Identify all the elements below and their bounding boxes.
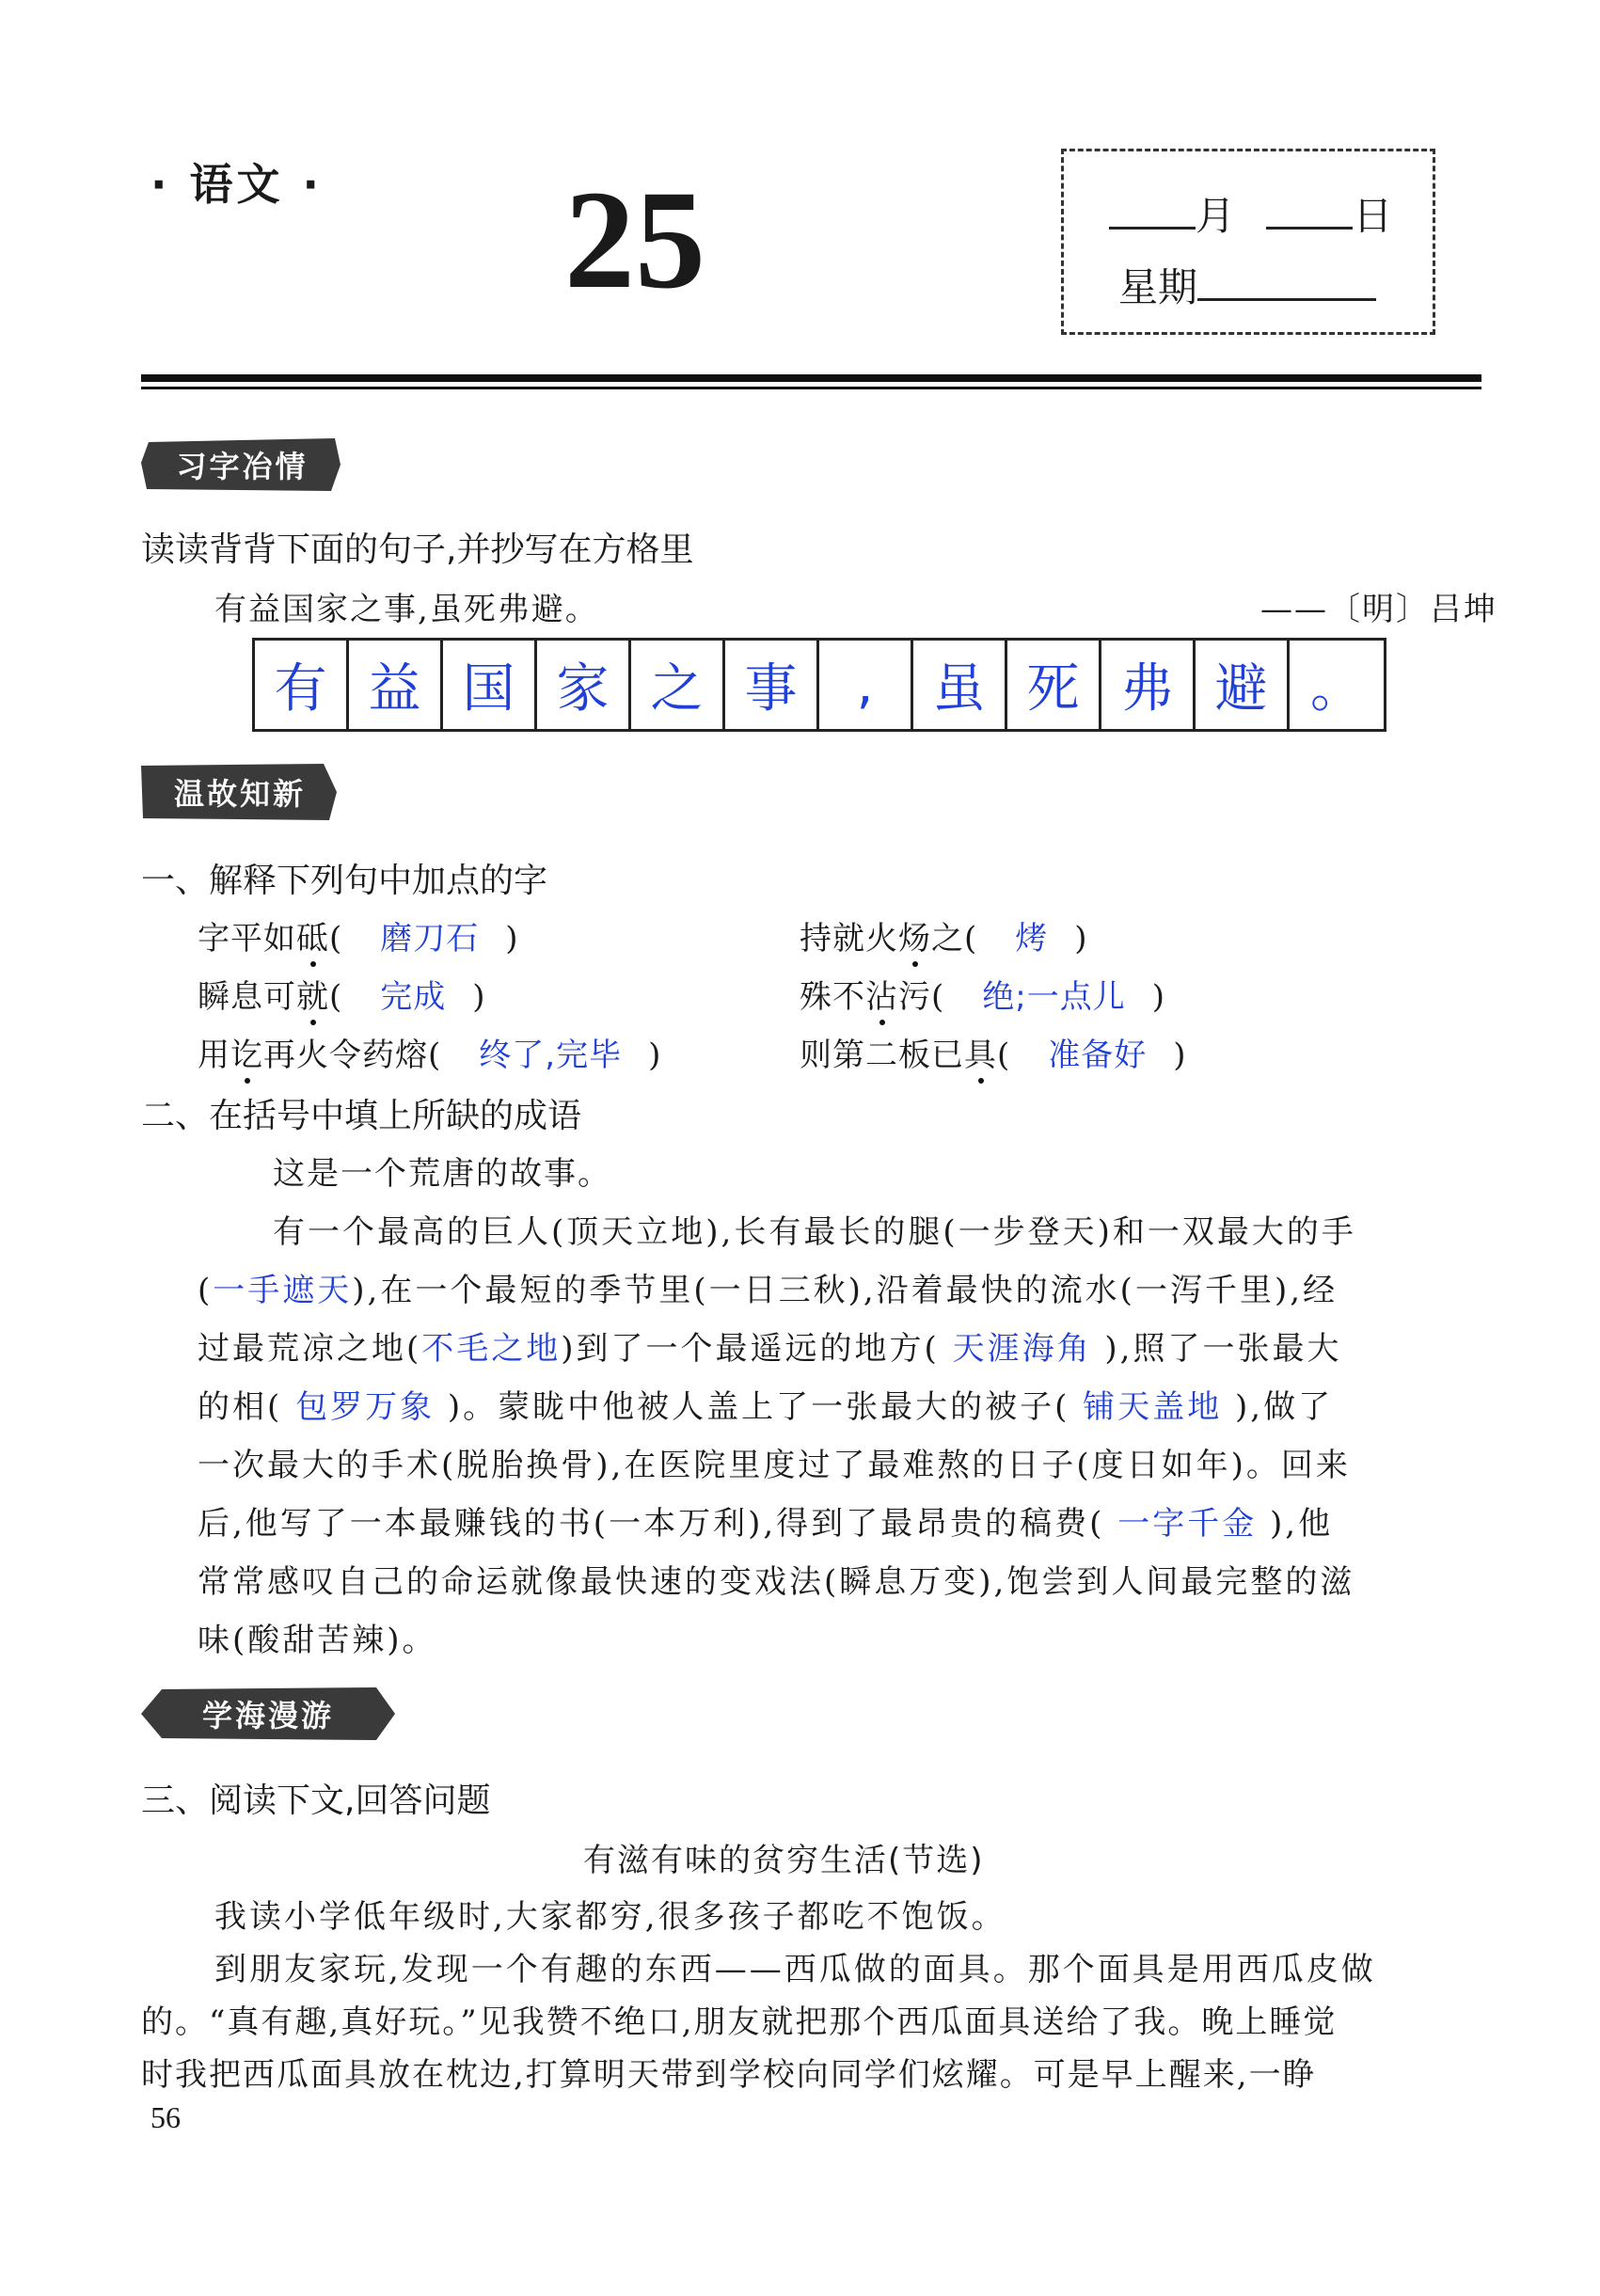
item-text: 之( bbox=[931, 920, 978, 958]
story-text: 有一个最高的巨人(顶天立地),长有最长的腿(一步登天)和一双最大的手 bbox=[273, 1213, 1356, 1251]
answer-text[interactable]: 完成 bbox=[380, 978, 447, 1016]
item-text: ) bbox=[1074, 920, 1088, 958]
story-line bbox=[198, 1322, 1342, 1369]
idiom-answer[interactable]: 一字千金 bbox=[1117, 1505, 1258, 1543]
section-banner-2 bbox=[141, 762, 339, 822]
copy-grid[interactable] bbox=[252, 638, 1386, 732]
month-blank[interactable] bbox=[1109, 217, 1196, 230]
quote-text: 有益国家之事,虽死弗避。 bbox=[214, 591, 599, 628]
answer-text[interactable]: 磨刀石 bbox=[380, 920, 480, 958]
day-label: 日 bbox=[1353, 193, 1393, 239]
story-text: 后,他写了一本最赚钱的书(一本万利),得到了最昂贵的稿费( bbox=[198, 1505, 1118, 1543]
article-title: 有滋有味的贫穷生活(节选) bbox=[583, 1842, 985, 1879]
story-line bbox=[198, 1614, 437, 1660]
story-line bbox=[198, 1381, 1333, 1427]
item-text: 持就火 bbox=[800, 920, 898, 958]
article-line: 的。“真有趣,真好玩。”见我赞不绝口,朋友就把那个西瓜面具送给了我。晚上睡觉 bbox=[141, 2003, 1338, 2041]
grid-cell[interactable]: 事 bbox=[725, 641, 819, 729]
grid-cell[interactable]: 虽 bbox=[913, 641, 1007, 729]
story-line bbox=[198, 1439, 1351, 1485]
definition-item bbox=[198, 912, 519, 958]
definition-item bbox=[800, 1029, 1187, 1075]
item-text: ( bbox=[329, 920, 343, 958]
instruction-text: 读读背背下面的句子,并抄写在方格里 bbox=[141, 530, 694, 569]
answer-text[interactable]: 准备好 bbox=[1048, 1037, 1148, 1074]
section-banner-3 bbox=[141, 1684, 395, 1744]
subject-label: · 语文 · bbox=[150, 159, 323, 210]
definition-item bbox=[198, 1029, 661, 1075]
story-line bbox=[198, 1497, 1333, 1544]
story-text: )到了一个最遥远的地方( bbox=[561, 1330, 953, 1368]
item-text: 殊不 bbox=[800, 978, 865, 1016]
grid-cell[interactable]: 死 bbox=[1007, 641, 1101, 729]
idiom-answer[interactable]: 天涯海角 bbox=[952, 1330, 1092, 1368]
definition-item bbox=[800, 912, 1088, 958]
banner-label: 习字冶情 bbox=[176, 449, 309, 484]
story-text: 一次最大的手术(脱胎换骨),在医院里度过了最难熬的日子(度日如年)。回来 bbox=[198, 1447, 1351, 1484]
story-line bbox=[273, 1206, 1356, 1252]
dotted-char: 就 bbox=[296, 978, 329, 1016]
month-label: 月 bbox=[1196, 193, 1236, 239]
section-banner-1 bbox=[141, 435, 343, 495]
grid-cell[interactable]: 有 bbox=[255, 641, 349, 729]
story-text: ),在一个最短的季节里(一日三秋),沿着最快的流水(一泻千里),经 bbox=[352, 1272, 1339, 1309]
item-text: ) bbox=[1151, 978, 1165, 1016]
item-text: ( bbox=[329, 978, 343, 1016]
idiom-answer[interactable]: 一手遮天 bbox=[213, 1272, 353, 1309]
question-2-title: 二、在括号中填上所缺的成语 bbox=[141, 1097, 582, 1135]
story-text: ),照了一张最大 bbox=[1091, 1330, 1342, 1368]
story-text: 常常感叹自己的命运就像最快速的变戏法(瞬息万变),饱尝到人间最完整的滋 bbox=[198, 1563, 1355, 1601]
item-text: ) bbox=[472, 978, 486, 1016]
quote-attribution: ——〔明〕吕坤 bbox=[1260, 591, 1497, 628]
item-text: 瞬息可 bbox=[198, 978, 296, 1016]
grid-cell[interactable]: 弗 bbox=[1101, 641, 1196, 729]
item-text: 再火令药熔( bbox=[263, 1037, 442, 1074]
dotted-char: 沾 bbox=[865, 978, 898, 1016]
dotted-char: 炀 bbox=[898, 920, 931, 958]
story-text: ),他 bbox=[1257, 1505, 1334, 1543]
definition-item bbox=[800, 971, 1165, 1017]
item-text: ) bbox=[648, 1037, 662, 1074]
grid-cell[interactable]: , bbox=[819, 641, 913, 729]
dotted-char: 具 bbox=[964, 1037, 997, 1074]
header-rule-thin bbox=[141, 387, 1481, 389]
story-text: )。蒙眬中他被人盖上了一张最大的被子( bbox=[435, 1388, 1084, 1426]
answer-text[interactable]: 终了,完毕 bbox=[479, 1037, 623, 1074]
grid-cell[interactable]: 避 bbox=[1196, 641, 1290, 729]
article-line: 到朋友家玩,发现一个有趣的东西——西瓜做的面具。那个面具是用西瓜皮做 bbox=[214, 1951, 1376, 1988]
item-text: 用 bbox=[198, 1037, 230, 1074]
story-text: 味(酸甜苦辣)。 bbox=[198, 1622, 437, 1659]
banner-label: 温故知新 bbox=[173, 776, 306, 812]
item-text: 污( bbox=[898, 978, 945, 1016]
item-text: ) bbox=[505, 920, 519, 958]
grid-cell[interactable]: 家 bbox=[537, 641, 631, 729]
answer-text[interactable]: 绝;一点儿 bbox=[982, 978, 1126, 1016]
idiom-answer[interactable]: 铺天盖地 bbox=[1083, 1388, 1223, 1426]
story-intro: 这是一个荒唐的故事。 bbox=[273, 1155, 611, 1193]
story-text: 的相( bbox=[198, 1388, 296, 1426]
story-text: ),做了 bbox=[1222, 1388, 1334, 1426]
item-text: ) bbox=[1173, 1037, 1187, 1074]
answer-text[interactable]: 烤 bbox=[1015, 920, 1049, 958]
dotted-char: 砥 bbox=[296, 920, 329, 958]
grid-cell[interactable]: 之 bbox=[631, 641, 725, 729]
header-rule bbox=[141, 374, 1481, 382]
idiom-answer[interactable]: 包罗万象 bbox=[295, 1388, 436, 1426]
dotted-char: 讫 bbox=[230, 1037, 263, 1074]
idiom-answer[interactable]: 不毛之地 bbox=[421, 1330, 562, 1368]
grid-cell[interactable]: 。 bbox=[1310, 658, 1363, 720]
lesson-number: 25 bbox=[564, 162, 705, 318]
question-3-title: 三、阅读下文,回答问题 bbox=[141, 1781, 491, 1820]
story-text: 过最荒凉之地( bbox=[198, 1330, 422, 1368]
story-text: ( bbox=[198, 1272, 214, 1309]
date-box bbox=[1061, 149, 1435, 335]
item-text: 则第二板已 bbox=[800, 1037, 964, 1074]
article-line: 我读小学低年级时,大家都穷,很多孩子都吃不饱饭。 bbox=[214, 1898, 1006, 1936]
grid-cell[interactable]: 国 bbox=[443, 641, 537, 729]
day-blank[interactable] bbox=[1266, 217, 1353, 230]
story-line bbox=[198, 1556, 1354, 1602]
story-line bbox=[198, 1264, 1338, 1310]
item-text: 字平如 bbox=[198, 920, 296, 958]
banner-label: 学海漫游 bbox=[201, 1698, 334, 1734]
item-text: ( bbox=[997, 1037, 1011, 1074]
weekday-label: 星期 bbox=[1118, 264, 1198, 310]
question-1-title: 一、解释下列句中加点的字 bbox=[141, 862, 548, 900]
weekday-blank[interactable] bbox=[1197, 289, 1376, 301]
page-number: 56 bbox=[150, 2100, 181, 2134]
article-line: 时我把西瓜面具放在枕边,打算明天带到学校向同学们炫耀。可是早上醒来,一睁 bbox=[141, 2056, 1317, 2094]
grid-cell[interactable]: 益 bbox=[349, 641, 443, 729]
definition-item bbox=[198, 971, 486, 1017]
